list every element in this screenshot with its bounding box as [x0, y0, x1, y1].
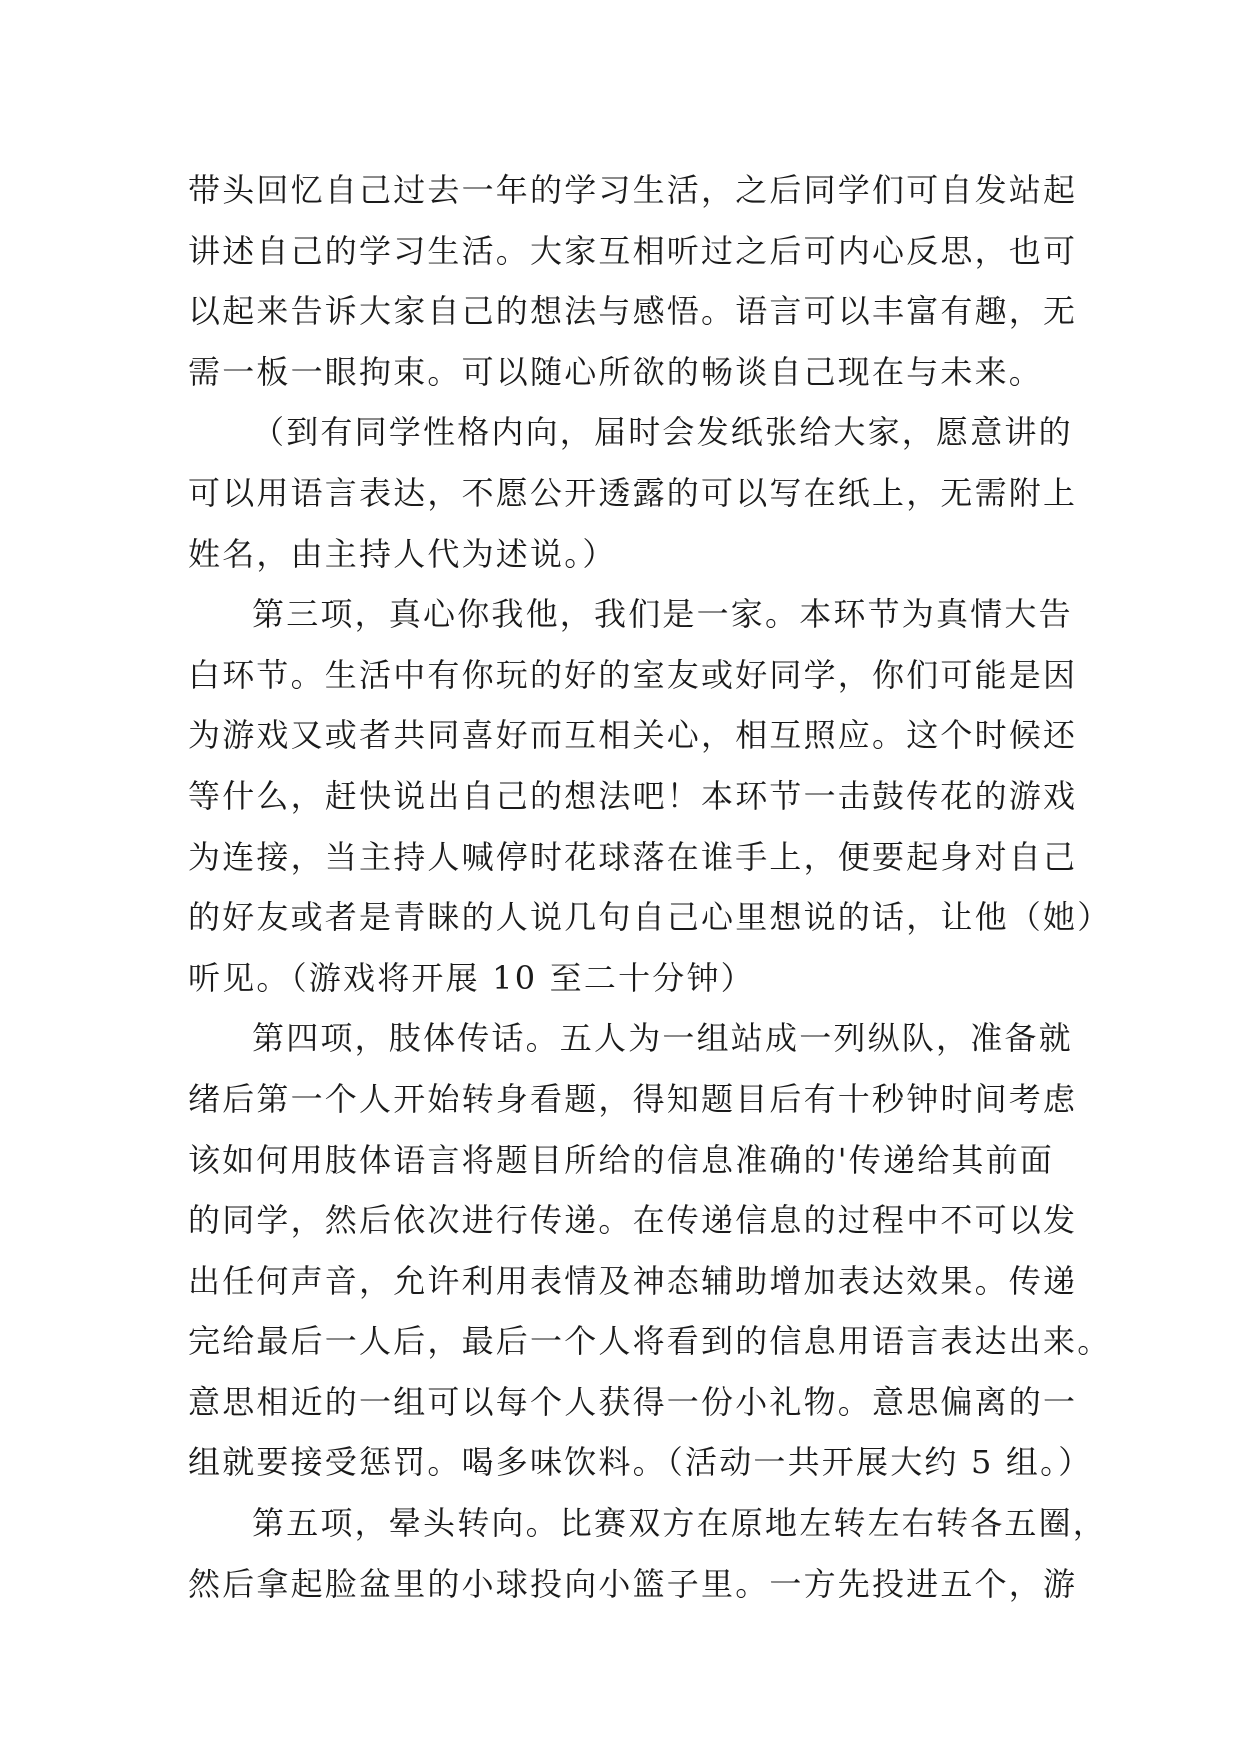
text-line: 绪后第一个人开始转身看题，得知题目后有十秒钟时间考虑 — [188, 1079, 1078, 1118]
text-line: 的同学，然后依次进行传递。在传递信息的过程中不可以发 — [188, 1201, 1078, 1240]
text-line: 听见。（游戏将开展 10 至二十分钟） — [188, 958, 755, 997]
text-line: （到有同学性格内向，届时会发纸张给大家，愿意讲的 — [252, 413, 1073, 452]
text-line: 意思相近的一组可以每个人获得一份小礼物。意思偏离的一 — [188, 1382, 1078, 1421]
text-line: 带头回忆自己过去一年的学习生活，之后同学们可自发站起 — [188, 171, 1078, 209]
text-line: 为游戏又或者共同喜好而互相关心，相互照应。这个时候还 — [188, 716, 1078, 755]
text-line: 第三项，真心你我他，我们是一家。本环节为真情大告 — [252, 595, 1073, 634]
document-body — [188, 160, 1112, 1614]
text-line: 需一板一眼拘束。可以随心所欲的畅谈自己现在与未来。 — [188, 352, 1044, 391]
text-line: 以起来告诉大家自己的想法与感悟。语言可以丰富有趣，无 — [188, 292, 1078, 331]
text-line: 可以用语言表达，不愿公开透露的可以写在纸上，无需附上 — [188, 473, 1078, 512]
text-line: 第四项，肢体传话。五人为一组站成一列纵队，准备就 — [252, 1019, 1073, 1058]
text-line: 出任何声音，允许利用表情及神态辅助增加表达效果。传递 — [188, 1261, 1078, 1300]
text-line: 组就要接受惩罚。喝多味饮料。（活动一共开展大约 5 组。） — [188, 1443, 1093, 1482]
text-line: 第五项，晕头转向。比赛双方在原地左转左右转各五圈， — [252, 1504, 1108, 1543]
text-line: 为连接，当主持人喊停时花球落在谁手上，便要起身对自己 — [188, 837, 1078, 876]
text-line: 等什么，赶快说出自己的想法吧！本环节一击鼓传花的游戏 — [188, 776, 1078, 815]
text-line: 姓名，由主持人代为述说。） — [188, 534, 617, 573]
text-line: 白环节。生活中有你玩的好的室友或好同学，你们可能是因 — [188, 655, 1078, 694]
text-line: 该如何用肢体语言将题目所给的信息准确的'传递给其前面 — [188, 1140, 1054, 1179]
text-line: 完给最后一人后，最后一个人将看到的信息用语言表达出来。 — [188, 1322, 1112, 1361]
text-line: 然后拿起脸盆里的小球投向小篮子里。一方先投进五个，游 — [188, 1564, 1078, 1603]
text-line: 的好友或者是青睐的人说几句自己心里想说的话，让他（她） — [188, 898, 1112, 937]
text-line: 讲述自己的学习生活。大家互相听过之后可内心反思，也可 — [188, 231, 1078, 270]
